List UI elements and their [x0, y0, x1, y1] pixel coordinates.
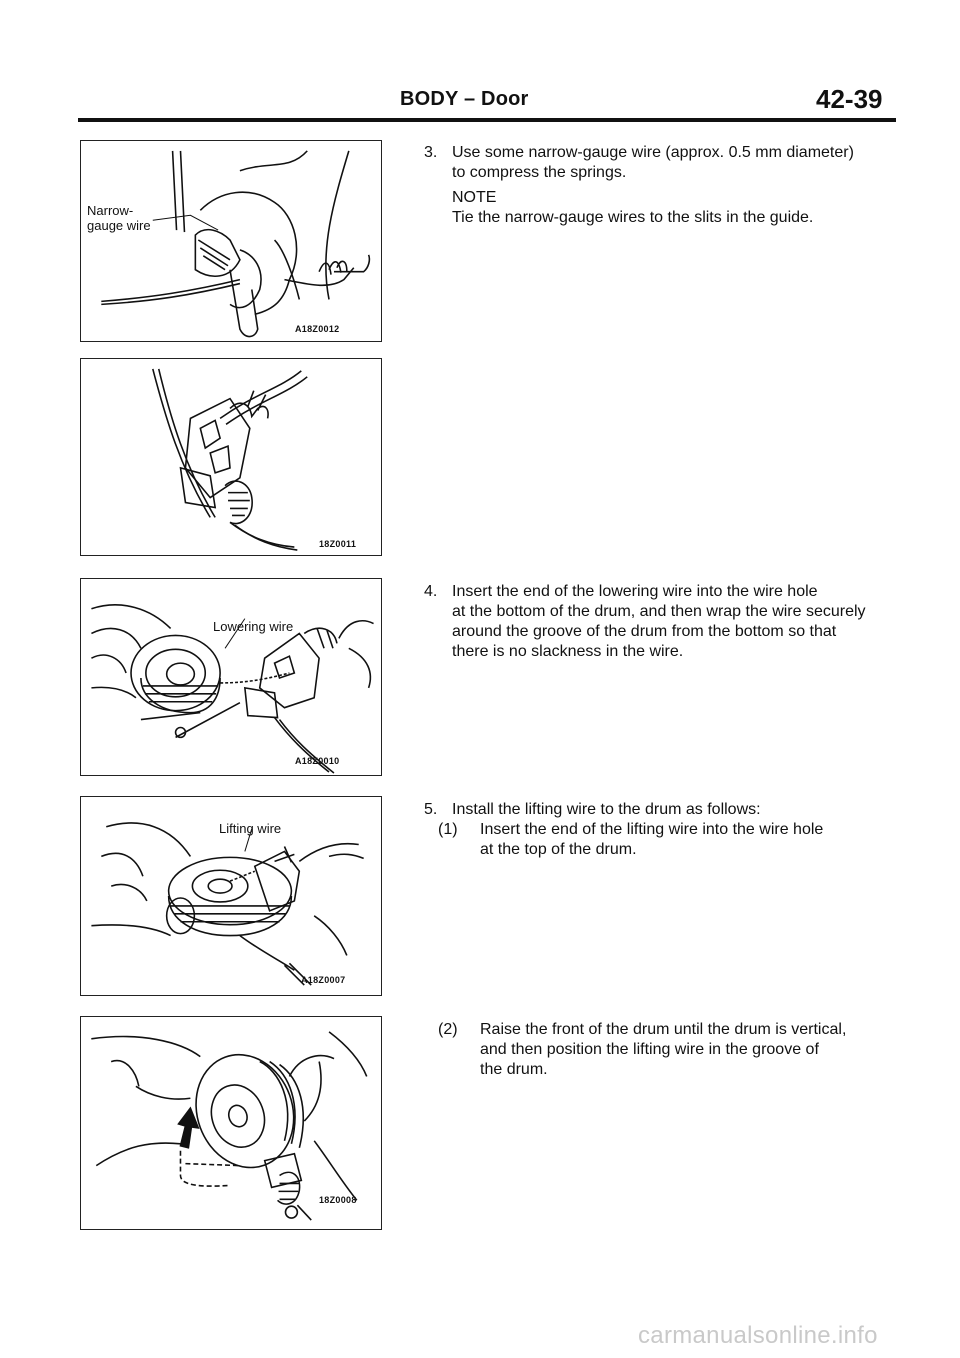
step-number: 3. — [424, 144, 438, 161]
figure-callout: Lifting wire — [219, 821, 282, 836]
watermark-text: carmanualsonline.info — [638, 1322, 878, 1349]
step-number: 5. — [424, 801, 438, 818]
sub-step-number: (1) — [438, 821, 458, 838]
step-text: Use some narrow-gauge wire (approx. 0.5 mm diameter) to compress the springs. — [452, 144, 854, 181]
figure-callout: Lowering wire — [213, 619, 294, 634]
step-3 — [424, 143, 894, 183]
step-4 — [424, 582, 894, 662]
figure-narrow-gauge-wire — [80, 140, 382, 342]
step-number: 4. — [424, 583, 438, 600]
step-5-sub-2 — [438, 1020, 888, 1080]
step-5-sub-1 — [438, 820, 888, 860]
figure-code: A18Z0007 — [301, 975, 346, 985]
figure-code: 18Z0011 — [319, 539, 357, 549]
section-title: BODY – Door — [400, 88, 529, 110]
figure-callout: Narrow- gauge wire — [87, 203, 151, 233]
page-number: 42-39 — [816, 84, 883, 114]
note-text: Tie the narrow-gauge wires to the slits in the guide. — [452, 209, 814, 226]
step-5 — [424, 800, 894, 820]
sub-step-text: Insert the end of the lifting wire into the wire hole at the top of the drum. — [480, 821, 824, 858]
sub-step-text: Raise the front of the drum until the drum is vertical, and then position the lifting wire in the groove of the drum. — [480, 1021, 847, 1078]
figure-lowering-wire — [80, 578, 382, 776]
figure-code: A18Z0012 — [295, 324, 340, 334]
figure-illustration — [81, 359, 381, 555]
sub-step-number: (2) — [438, 1021, 458, 1038]
figure-lifting-wire — [80, 796, 382, 996]
figure-code: A18Z0010 — [295, 756, 340, 766]
header-rule — [78, 118, 896, 122]
figure-illustration — [81, 141, 381, 341]
figure-guide-springs — [80, 358, 382, 556]
step-text: Insert the end of the lowering wire into the wire hole at the bottom of the drum, and then wrap the wire securely around the groove of the drum from the bottom so that there is no slackness in the wire. — [452, 583, 866, 660]
step-text: Install the lifting wire to the drum as follows: — [452, 801, 761, 818]
figure-illustration — [81, 579, 381, 775]
figure-raise-drum — [80, 1016, 382, 1230]
note-label: NOTE — [452, 189, 497, 206]
figure-code: 18Z0008 — [319, 1195, 357, 1205]
